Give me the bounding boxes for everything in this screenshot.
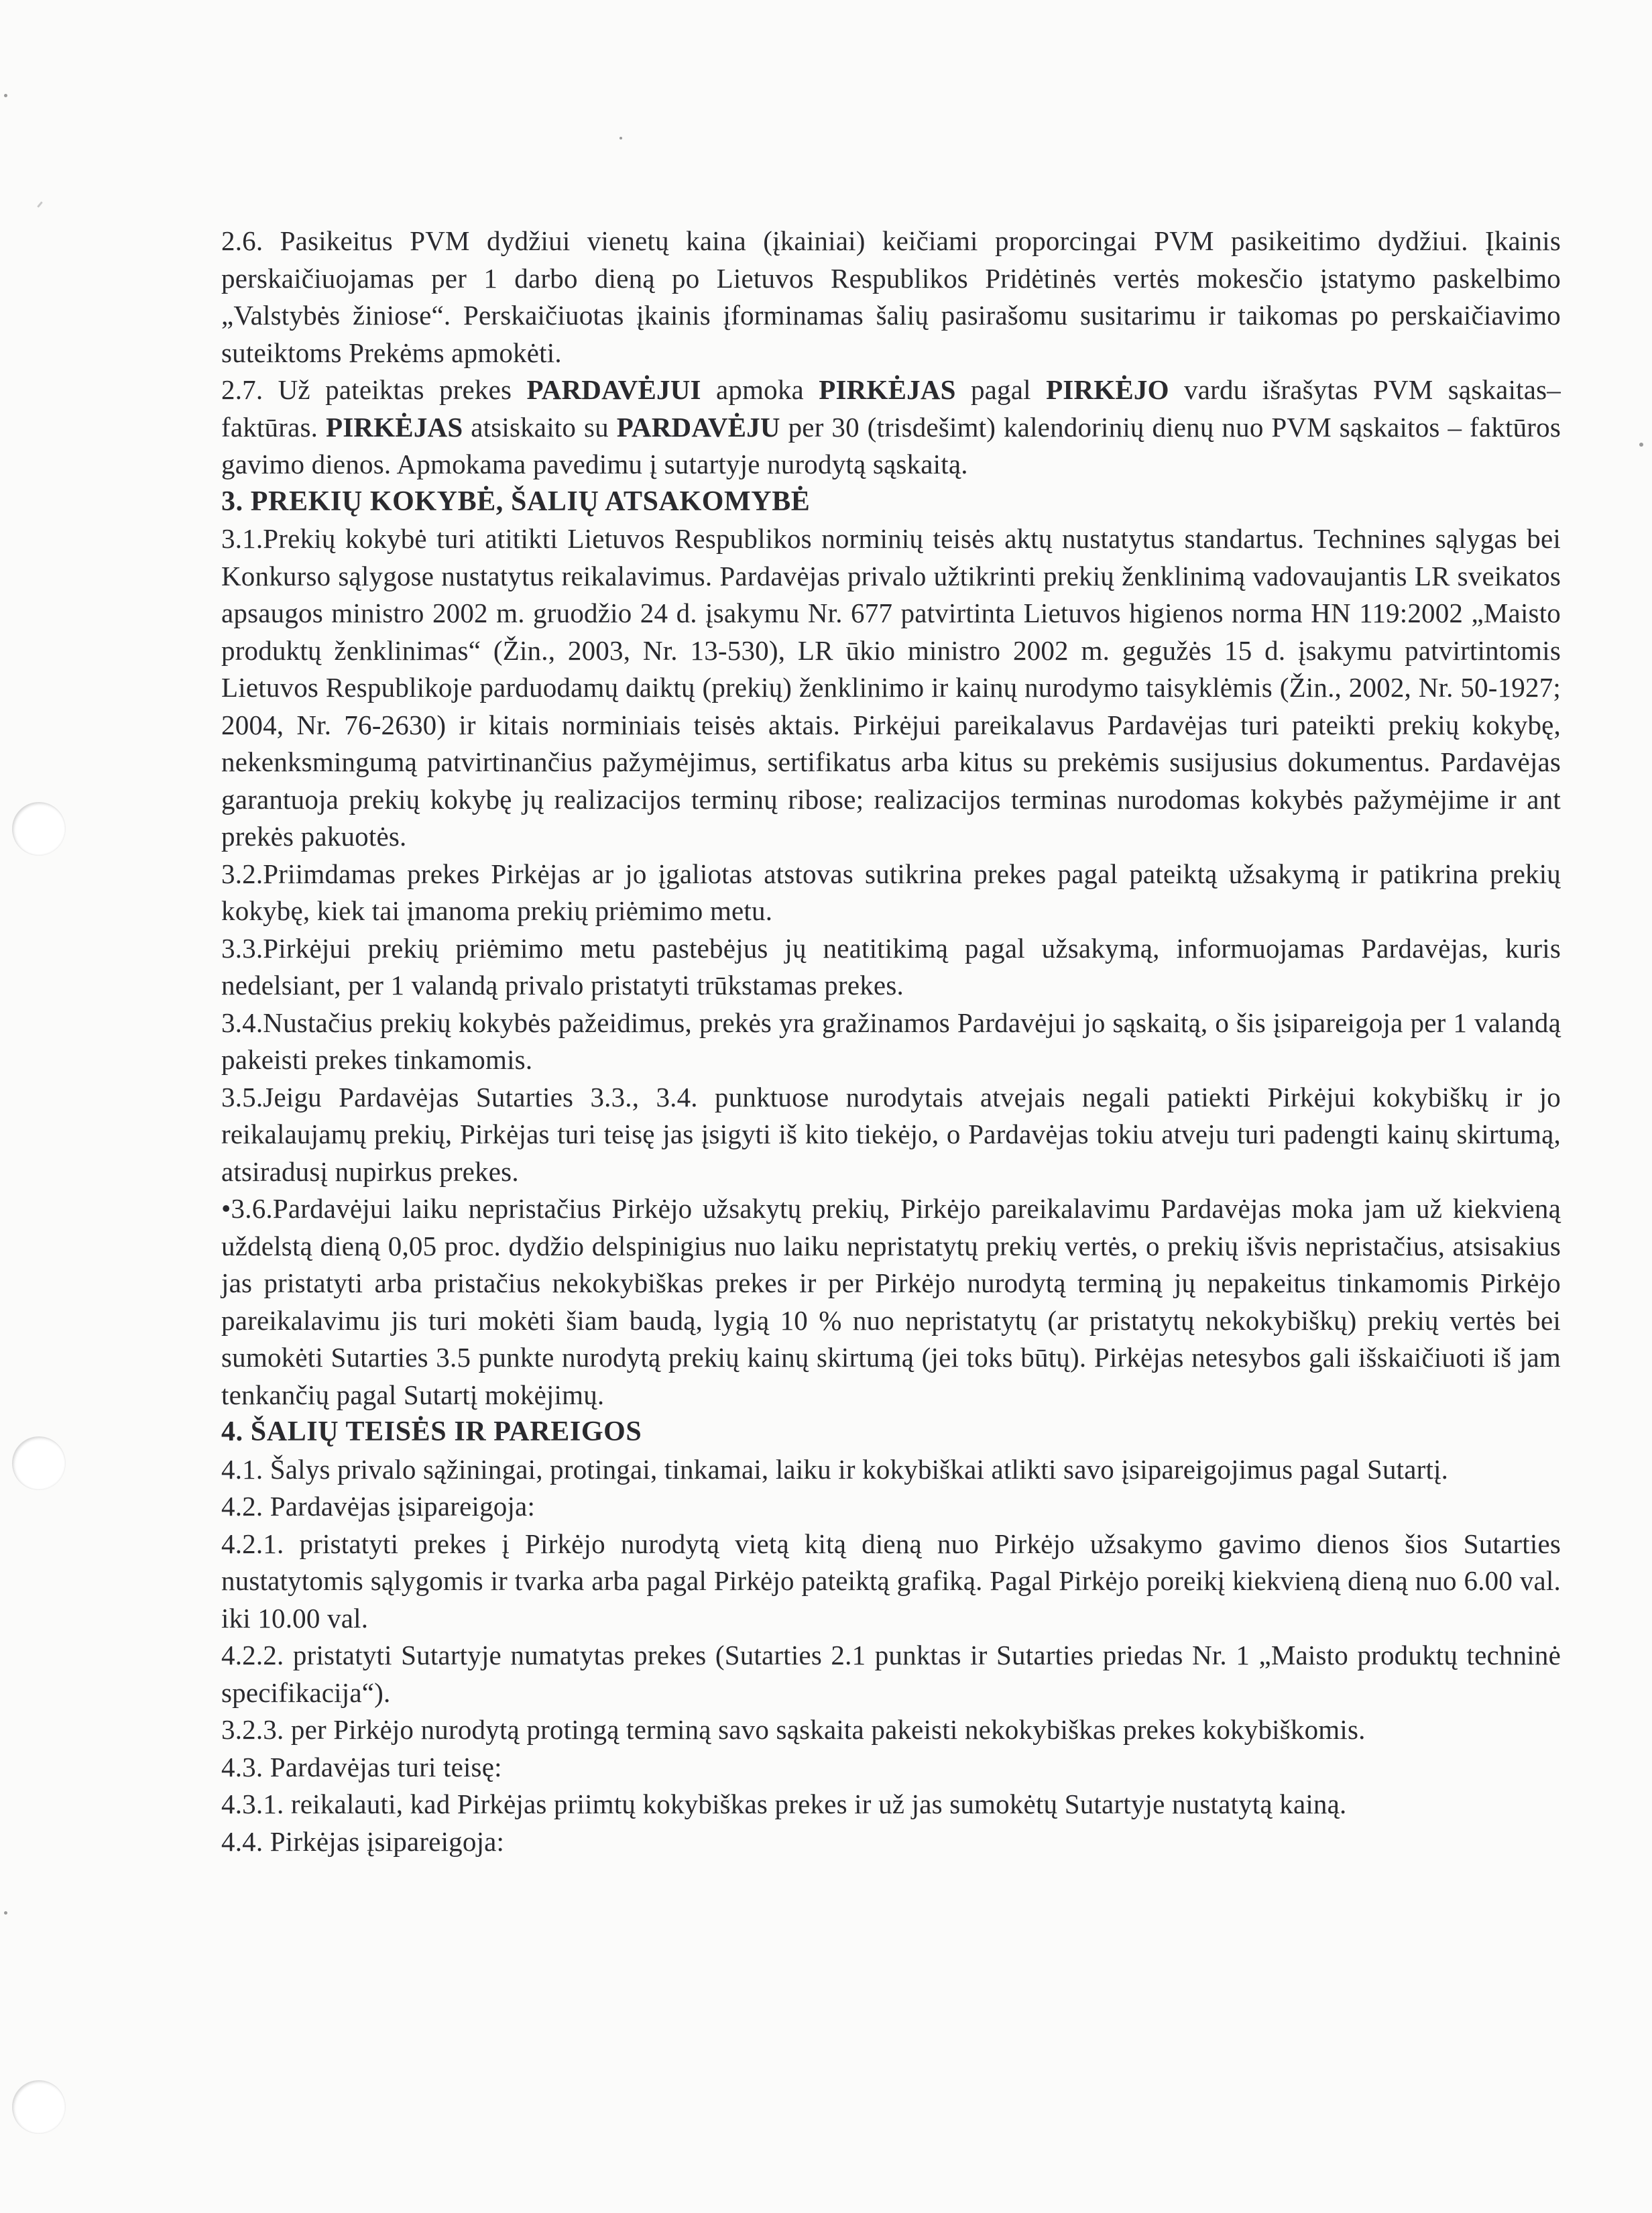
document-body <box>221 223 1561 1860</box>
text-run: atsiskaito su <box>463 411 617 443</box>
scan-speck <box>37 201 43 208</box>
paragraph-4-1: 4.1. Šalys privalo sąžiningai, protingai, tinkamai, laiku ir kokybiškai atlikti savo įsipareigojimus pagal Sutartį. <box>221 1453 1449 1485</box>
paragraph-4-3-1: 4.3.1. reikalauti, kad Pirkėjas priimtų kokybiškas prekes ir už jas sumokėtų Sutartyje nustatytą kainą. <box>221 1789 1347 1819</box>
punch-hole <box>12 802 66 856</box>
paragraph-3-5: 3.5.Jeigu Pardavėjas Sutarties 3.3., 3.4. punktuose nurodytais atvejais negali patiekti Pirkėjui kokybiškų ir jo reikalaujamų prekių, Pirkėjas turi teisę jas įsigyti iš kito tiekėjo, o Pardavėjas tokiu atveju turi padengti kainų skirtumą, atsiradusį nupirkus prekes. <box>221 1081 1561 1187</box>
text-run: 2.7. Už pateiktas prekes <box>221 374 527 405</box>
scan-speck <box>4 1911 7 1915</box>
punch-hole <box>12 2080 66 2134</box>
section-heading-4: 4. ŠALIŲ TEISĖS IR PAREIGOS <box>221 1416 642 1447</box>
paragraph-3-6: •3.6.Pardavėjui laiku nepristačius Pirkėjo užsakytų prekių, Pirkėjo pareikalavimu Pardavėjas moka jam už kiekvieną uždelstą dieną 0,05 proc. dydžio delspinigius nuo laiku nepristatytų prekių vertės, o prekių išvis nepristačius, atsisakius jas pristatyti arba pristačius nekokybiškas prekes ir per Pirkėjo nurodytą terminą jų nepakeitus tinkamomis Pirkėjo pareikalavimu jis turi mokėti šiam baudą, lygią 10 % nuo nepristatytų (ar pristatytų nekokybiškų) prekių vertės bei sumokėti Sutarties 3.5 punkte nurodytą prekių kainų skirtumą (jei toks būtų). Pirkėjas netesybos gali išskaičiuoti iš jam tenkančių pagal Sutartį mokėjimų. <box>221 1193 1561 1410</box>
paragraph-3-3: 3.3.Pirkėjui prekių priėmimo metu pastebėjus jų neatitikimą pagal užsakymą, informuojamas Pardavėjas, kuris nedelsiant, per 1 valandą privalo pristatyti trūkstamas prekes. <box>221 932 1561 1001</box>
paragraph-2-7 <box>221 372 1561 484</box>
text-run: apmoka <box>701 374 819 405</box>
paragraph-4-4: 4.4. Pirkėjas įsipareigoja: <box>221 1825 505 1857</box>
text-run: vardu išrašytas PVM sąskaitas–faktūras. <box>221 374 1561 443</box>
party-buyer-bold: PIRKĖJO <box>1046 374 1169 405</box>
paragraph-4-2: 4.2. Pardavėjas įsipareigoja: <box>221 1491 536 1522</box>
party-seller-bold: PARDAVĖJUI <box>526 374 701 405</box>
section-heading-3: 3. PREKIŲ KOKYBĖ, ŠALIŲ ATSAKOMYBĖ <box>221 486 811 517</box>
text-run: pagal <box>955 374 1047 405</box>
party-buyer-bold: PIRKĖJAS <box>325 411 463 443</box>
paragraph-3-1: 3.1.Prekių kokybė turi atitikti Lietuvos Respublikos norminių teisės aktų nustatytus standartus. Technines sąlygas bei Konkurso sąlygose nustatytus reikalavimus. Pardavėjas privalo užtikrinti prekių ženklinimą vadovaujantis LR sveikatos apsaugos ministro 2002 m. gruodžio 24 d. įsakymu Nr. 677 patvirtinta Lietuvos higienos norma HN 119:2002 „Maisto produktų ženklinimas“ (Žin., 2003, Nr. 13-530), LR ūkio ministro 2002 m. gegužės 15 d. įsakymu patvirtintomis Lietuvos Respublikoje parduodamų daiktų (prekių) ženklinimo ir kainų nurodymo taisyklėmis (Žin., 2002, Nr. 50-1927; 2004, Nr. 76-2630) ir kitais norminiais teisės aktais. Pirkėjui pareikalavus Pardavėjas turi pateikti prekių kokybę, nekenksmingumą patvirtinančius pažymėjimus, sertifikatus arba kitus su prekėmis susijusius dokumentus. Pardavėjas garantuoja prekių kokybę jų realizacijos terminų ribose; realizacijos terminas nurodomas kokybės pažymėjime ir ant prekės pakuotės. <box>221 523 1561 852</box>
party-buyer-bold: PIRKĖJAS <box>819 374 956 405</box>
paragraph-3-2: 3.2.Priimdamas prekes Pirkėjas ar jo įgaliotas atstovas sutikrina prekes pagal pateiktą užsakymą ir patikrina prekių kokybę, kiek tai įmanoma prekių priėmimo metu. <box>221 858 1561 926</box>
party-seller-bold: PARDAVĖJU <box>616 411 780 443</box>
paragraph-4-2-1: 4.2.1. pristatyti prekes į Pirkėjo nurodytą vietą kitą dieną nuo Pirkėjo užsakymo gavimo dienos šios Sutarties nustatytomis sąlygomis ir tvarka arba pagal Pirkėjo pateiktą grafiką. Pagal Pirkėjo poreikį kiekvieną dieną nuo 6.00 val. iki 10.00 val. <box>221 1528 1561 1634</box>
paragraph-3-2-3: 3.2.3. per Pirkėjo nurodytą protingą terminą savo sąskaita pakeisti nekokybiškas prekes kokybiškomis. <box>221 1714 1366 1745</box>
scan-speck <box>4 94 7 97</box>
paragraph-3-4: 3.4.Nustačius prekių kokybės pažeidimus, prekės yra gražinamos Pardavėjui jo sąskaitą, o šis įsipareigoja per 1 valandą pakeisti prekes tinkamomis. <box>221 1007 1561 1075</box>
text-run: per 30 (trisdešimt) kalendorinių dienų nuo PVM sąskaitos – faktūros gavimo dienos. Apmokama pavedimu į sutartyje nurodytą sąskaitą. <box>221 411 1561 479</box>
scan-speck <box>620 137 622 139</box>
punch-hole <box>12 1436 66 1490</box>
paragraph-4-3: 4.3. Pardavėjas turi teisę: <box>221 1751 502 1782</box>
scan-speck <box>1639 443 1643 447</box>
paragraph-4-2-2: 4.2.2. pristatyti Sutartyje numatytas prekes (Sutarties 2.1 punktas ir Sutarties priedas Nr. 1 „Maisto produktų techninė specifikacija“). <box>221 1640 1561 1708</box>
paragraph-2-6: 2.6. Pasikeitus PVM dydžiui vienetų kaina (įkainiai) keičiami proporcingai PVM pasikeitimo dydžiui. Įkainis perskaičiuojamas per 1 darbo dieną po Lietuvos Respublikos Pridėtinės vertės mokesčio įstatymo paskelbimo „Valstybės žiniose“. Perskaičiuotas įkainis įforminamas šalių pasirašomu susitarimu ir taikomas po perskaičiavimo suteiktoms Prekėms apmokėti. <box>221 225 1561 368</box>
